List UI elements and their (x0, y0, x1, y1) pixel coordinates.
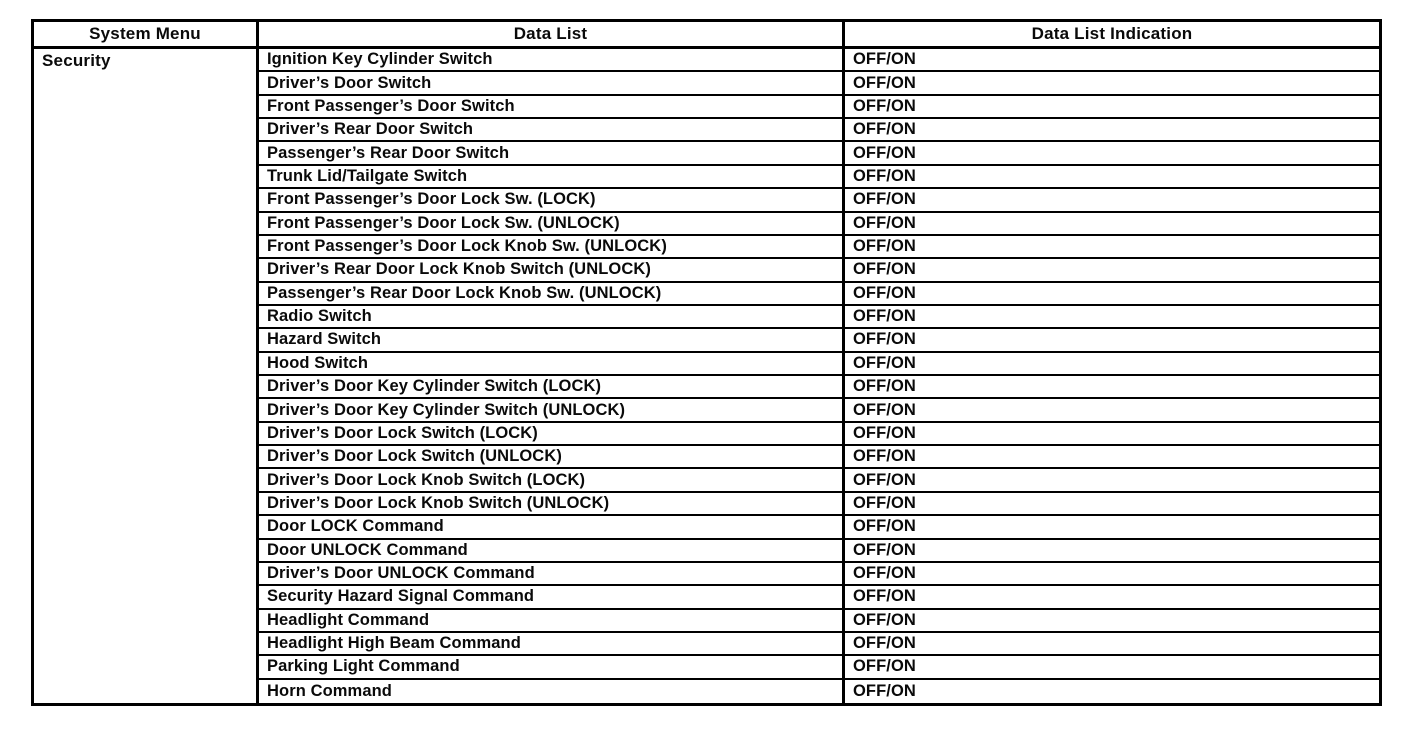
data-list-cell: Driver’s Door Lock Switch (UNLOCK) (259, 446, 845, 467)
data-list-cell: Driver’s Door Key Cylinder Switch (LOCK) (259, 376, 845, 397)
indication-cell: OFF/ON (853, 540, 916, 559)
indication-cell: OFF/ON (853, 564, 916, 583)
data-list-cell: Front Passenger’s Door Lock Knob Sw. (UNLOCK) (259, 236, 845, 257)
indication-cell: OFF/ON (853, 657, 916, 676)
indication-cell: OFF/ON (853, 353, 916, 372)
indication-cell: OFF/ON (853, 190, 916, 209)
indication-cell: OFF/ON (853, 166, 916, 185)
table-row (259, 72, 1379, 95)
header-data-list: Data List (259, 22, 845, 46)
data-list-cell: Driver’s Rear Door Lock Knob Switch (UNLOCK) (259, 259, 845, 280)
data-list-cell: Door UNLOCK Command (259, 540, 845, 561)
data-list-cell: Security Hazard Signal Command (259, 586, 845, 607)
table-row (259, 399, 1379, 422)
header-data-list-indication: Data List Indication (1031, 24, 1193, 43)
data-list-cell: Parking Light Command (259, 656, 845, 677)
table-row (259, 493, 1379, 516)
table-row (259, 213, 1379, 236)
data-list-cell: Hazard Switch (259, 329, 845, 350)
indication-cell: OFF/ON (853, 330, 916, 349)
table-row (259, 96, 1379, 119)
indication-cell: OFF/ON (853, 143, 916, 162)
table-row (259, 236, 1379, 259)
indication-cell: OFF/ON (853, 517, 916, 536)
data-list-cell: Driver’s Door Key Cylinder Switch (UNLOCK) (259, 399, 845, 420)
data-list-cell: Headlight High Beam Command (259, 633, 845, 654)
data-list-cell: Front Passenger’s Door Switch (259, 96, 845, 117)
data-list-cell: Passenger’s Rear Door Lock Knob Sw. (UNLOCK) (259, 283, 845, 304)
indication-cell: OFF/ON (853, 423, 916, 442)
table-row (259, 119, 1379, 142)
indication-cell: OFF/ON (853, 120, 916, 139)
table-row (259, 423, 1379, 446)
table-row (259, 259, 1379, 282)
data-list-cell: Front Passenger’s Door Lock Sw. (LOCK) (259, 189, 845, 210)
data-list-cell: Driver’s Door Lock Knob Switch (UNLOCK) (259, 493, 845, 514)
data-list-cell: Front Passenger’s Door Lock Sw. (UNLOCK) (259, 213, 845, 234)
data-list-cell: Hood Switch (259, 353, 845, 374)
indication-cell: OFF/ON (853, 307, 916, 326)
indication-cell: OFF/ON (853, 283, 916, 302)
data-list-cell: Door LOCK Command (259, 516, 845, 537)
table-row (259, 329, 1379, 352)
data-list-cell: Passenger’s Rear Door Switch (259, 142, 845, 163)
header-system-menu: System Menu (34, 22, 259, 46)
data-list-cell: Driver’s Door Lock Knob Switch (LOCK) (259, 469, 845, 490)
table-row (259, 166, 1379, 189)
table-row (259, 353, 1379, 376)
data-list-cell: Driver’s Door Switch (259, 72, 845, 93)
data-list-cell: Headlight Command (259, 610, 845, 631)
indication-cell: OFF/ON (853, 237, 916, 256)
data-list-cell: Driver’s Door UNLOCK Command (259, 563, 845, 584)
indication-cell: OFF/ON (853, 377, 916, 396)
table-row (259, 376, 1379, 399)
indication-cell: OFF/ON (853, 587, 916, 606)
indication-cell: OFF/ON (853, 681, 916, 700)
indication-cell: OFF/ON (853, 493, 916, 512)
indication-cell: OFF/ON (853, 610, 916, 629)
table-row (259, 283, 1379, 306)
table-row (259, 446, 1379, 469)
indication-cell: OFF/ON (853, 50, 916, 69)
table-row (259, 540, 1379, 563)
table-row (259, 306, 1379, 329)
table-row (259, 586, 1379, 609)
table-row (259, 610, 1379, 633)
indication-cell: OFF/ON (853, 447, 916, 466)
indication-cell: OFF/ON (853, 634, 916, 653)
data-list-cell: Radio Switch (259, 306, 845, 327)
data-list-cell: Horn Command (259, 680, 845, 703)
table-row (259, 469, 1379, 492)
table-body (34, 49, 1379, 703)
table-row (259, 633, 1379, 656)
table-row (259, 656, 1379, 679)
indication-cell: OFF/ON (853, 260, 916, 279)
data-list-table (31, 19, 1382, 706)
table-header-row (34, 22, 1379, 49)
data-list-cell: Ignition Key Cylinder Switch (259, 49, 845, 70)
system-menu-cell: Security (34, 49, 259, 703)
table-row (259, 680, 1379, 703)
table-row (259, 516, 1379, 539)
indication-cell: OFF/ON (853, 213, 916, 232)
indication-cell: OFF/ON (853, 400, 916, 419)
indication-cell: OFF/ON (853, 470, 916, 489)
table-row (259, 563, 1379, 586)
data-rows (259, 49, 1379, 703)
data-list-cell: Trunk Lid/Tailgate Switch (259, 166, 845, 187)
indication-cell: OFF/ON (853, 96, 916, 115)
table-row (259, 189, 1379, 212)
data-list-cell: Driver’s Rear Door Switch (259, 119, 845, 140)
data-list-cell: Driver’s Door Lock Switch (LOCK) (259, 423, 845, 444)
table-row (259, 142, 1379, 165)
indication-cell: OFF/ON (853, 73, 916, 92)
table-row (259, 49, 1379, 72)
